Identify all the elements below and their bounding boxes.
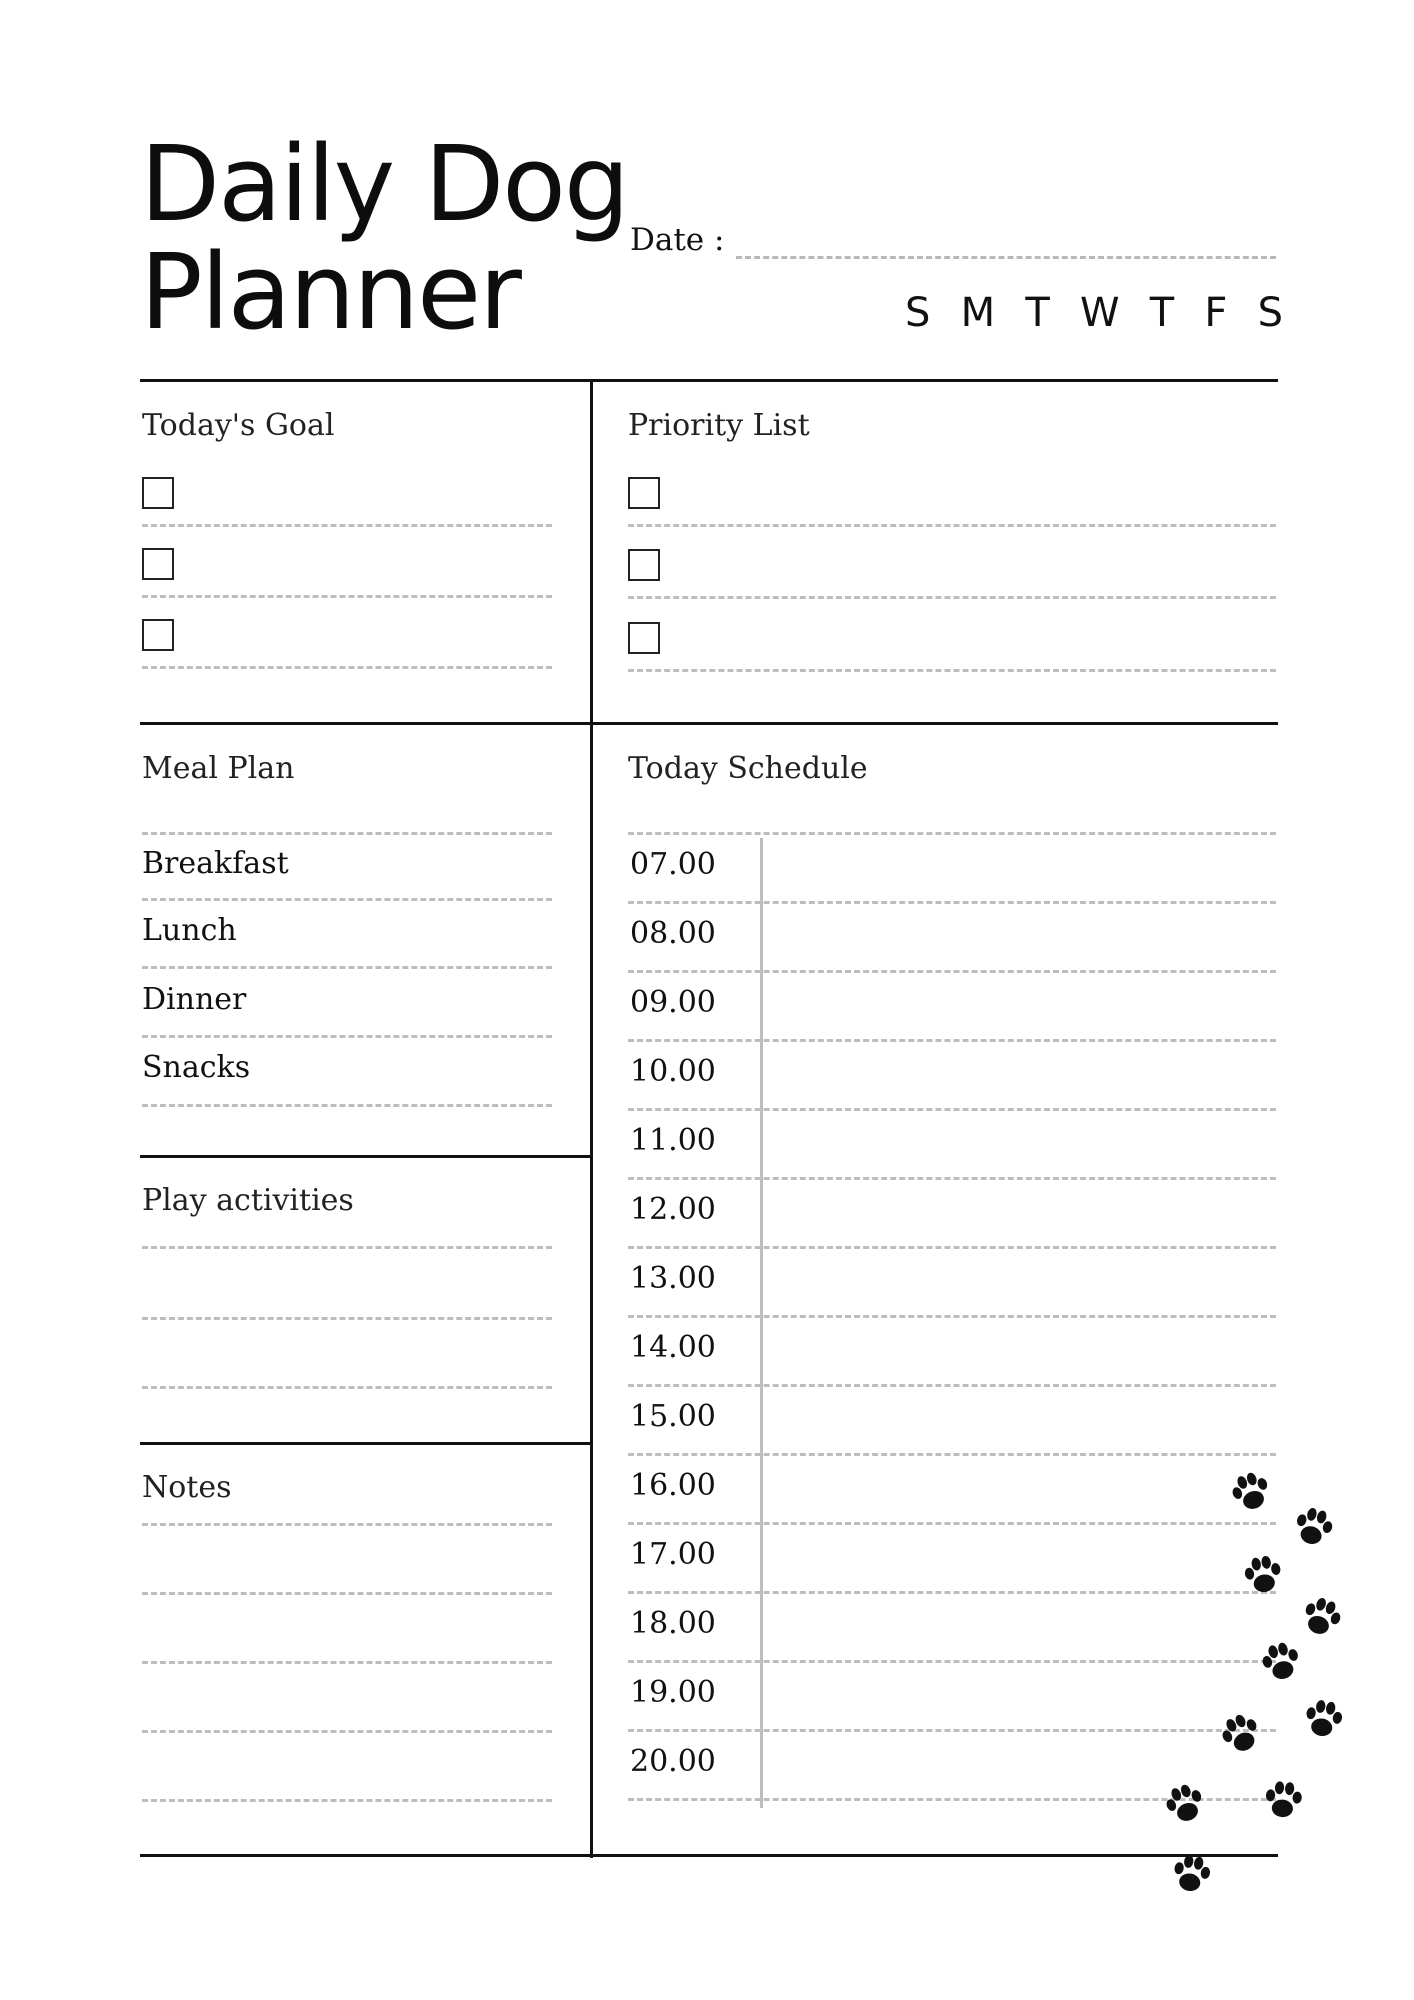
schedule-slot-line[interactable]	[628, 1246, 1276, 1249]
paw-print-icon	[1164, 1848, 1217, 1901]
play-divider	[140, 1442, 590, 1445]
weekday-saturday[interactable]: S	[1257, 290, 1283, 336]
schedule-time-label: 11.00	[630, 1123, 716, 1158]
schedule-slot-line[interactable]	[628, 1384, 1276, 1387]
paw-print-icon	[1296, 1693, 1349, 1746]
schedule-time-label: 07.00	[630, 847, 716, 882]
paw-print-icon	[1253, 1635, 1309, 1691]
goal-checkbox-2[interactable]	[142, 548, 174, 580]
title-line-2: Planner	[140, 231, 520, 353]
schedule-slot-line[interactable]	[628, 1315, 1276, 1318]
meal-line-breakfast[interactable]	[142, 898, 552, 901]
priority-line-1[interactable]	[628, 524, 1276, 527]
title-line-1: Daily Dog	[140, 123, 628, 245]
meal-dinner-label: Dinner	[142, 982, 247, 1017]
priority-line-2[interactable]	[628, 596, 1276, 599]
schedule-time-label: 08.00	[630, 916, 716, 951]
weekday-wednesday[interactable]: W	[1079, 290, 1120, 336]
schedule-time-label: 13.00	[630, 1261, 716, 1296]
paw-print-icon	[1222, 1464, 1281, 1523]
date-input-line[interactable]	[736, 256, 1276, 259]
meal-snacks-label: Snacks	[142, 1050, 251, 1085]
paw-print-icon	[1210, 1704, 1271, 1765]
schedule-time-label: 16.00	[630, 1468, 716, 1503]
column-divider-bottom	[590, 724, 593, 1858]
priority-title: Priority List	[628, 408, 810, 443]
goal-line-1[interactable]	[142, 524, 552, 527]
meal-line-top	[142, 832, 552, 835]
play-line-3[interactable]	[142, 1386, 552, 1389]
priority-checkbox-3[interactable]	[628, 622, 660, 654]
meal-line-snacks[interactable]	[142, 1104, 552, 1107]
paw-print-icon	[1156, 1776, 1215, 1835]
goal-line-3[interactable]	[142, 666, 552, 669]
goal-checkbox-3[interactable]	[142, 619, 174, 651]
schedule-time-label: 10.00	[630, 1054, 716, 1089]
weekday-tuesday[interactable]: T	[1025, 290, 1050, 336]
paw-print-icon	[1292, 1589, 1351, 1648]
priority-line-3[interactable]	[628, 669, 1276, 672]
notes-line-1[interactable]	[142, 1523, 552, 1526]
paw-print-icon	[1258, 1776, 1308, 1826]
schedule-time-label: 12.00	[630, 1192, 716, 1227]
schedule-slot-line[interactable]	[628, 1453, 1276, 1456]
meal-line-dinner[interactable]	[142, 1035, 552, 1038]
schedule-slot-line[interactable]	[628, 1039, 1276, 1042]
schedule-time-label: 14.00	[630, 1330, 716, 1365]
meal-divider	[140, 1155, 590, 1158]
schedule-slot-line[interactable]	[628, 1591, 1276, 1594]
meal-line-lunch[interactable]	[142, 966, 552, 969]
schedule-title: Today Schedule	[628, 751, 868, 786]
schedule-slot-line[interactable]	[628, 901, 1276, 904]
paw-print-icon	[1285, 1500, 1341, 1556]
schedule-line-top	[628, 832, 1276, 835]
play-line-2[interactable]	[142, 1317, 552, 1320]
date-label: Date :	[630, 222, 725, 258]
play-line-1[interactable]	[142, 1246, 552, 1249]
schedule-slot-line[interactable]	[628, 1177, 1276, 1180]
notes-line-4[interactable]	[142, 1730, 552, 1733]
schedule-slot-line[interactable]	[628, 1729, 1276, 1732]
footer-divider	[140, 1854, 1278, 1857]
meal-lunch-label: Lunch	[142, 913, 237, 948]
priority-checkbox-2[interactable]	[628, 549, 660, 581]
paw-print-icon	[1236, 1549, 1289, 1602]
goal-checkbox-1[interactable]	[142, 477, 174, 509]
schedule-slot-line[interactable]	[628, 1108, 1276, 1111]
weekday-sunday[interactable]: S	[905, 290, 931, 336]
goals-title: Today's Goal	[142, 408, 335, 443]
weekday-thursday[interactable]: T	[1149, 290, 1175, 336]
schedule-time-label: 20.00	[630, 1744, 716, 1779]
planner-title	[140, 123, 628, 353]
weekday-friday[interactable]: F	[1204, 290, 1228, 336]
schedule-time-label: 15.00	[630, 1399, 716, 1434]
notes-line-3[interactable]	[142, 1661, 552, 1664]
header-divider	[140, 379, 1278, 382]
weekday-selector	[905, 290, 1283, 336]
meal-title: Meal Plan	[142, 751, 295, 786]
schedule-time-label: 09.00	[630, 985, 716, 1020]
schedule-slot-line[interactable]	[628, 1522, 1276, 1525]
meal-breakfast-label: Breakfast	[142, 846, 289, 881]
goals-divider	[140, 722, 1278, 725]
play-title: Play activities	[142, 1183, 354, 1218]
schedule-slot-line[interactable]	[628, 970, 1276, 973]
schedule-time-label: 17.00	[630, 1537, 716, 1572]
priority-checkbox-1[interactable]	[628, 477, 660, 509]
weekday-monday[interactable]: M	[960, 290, 996, 336]
notes-title: Notes	[142, 1470, 232, 1505]
schedule-time-label: 19.00	[630, 1675, 716, 1710]
notes-line-2[interactable]	[142, 1592, 552, 1595]
schedule-slot-line[interactable]	[628, 1660, 1276, 1663]
column-divider-top	[590, 381, 593, 722]
goal-line-2[interactable]	[142, 595, 552, 598]
notes-line-5[interactable]	[142, 1799, 552, 1802]
schedule-time-label: 18.00	[630, 1606, 716, 1641]
